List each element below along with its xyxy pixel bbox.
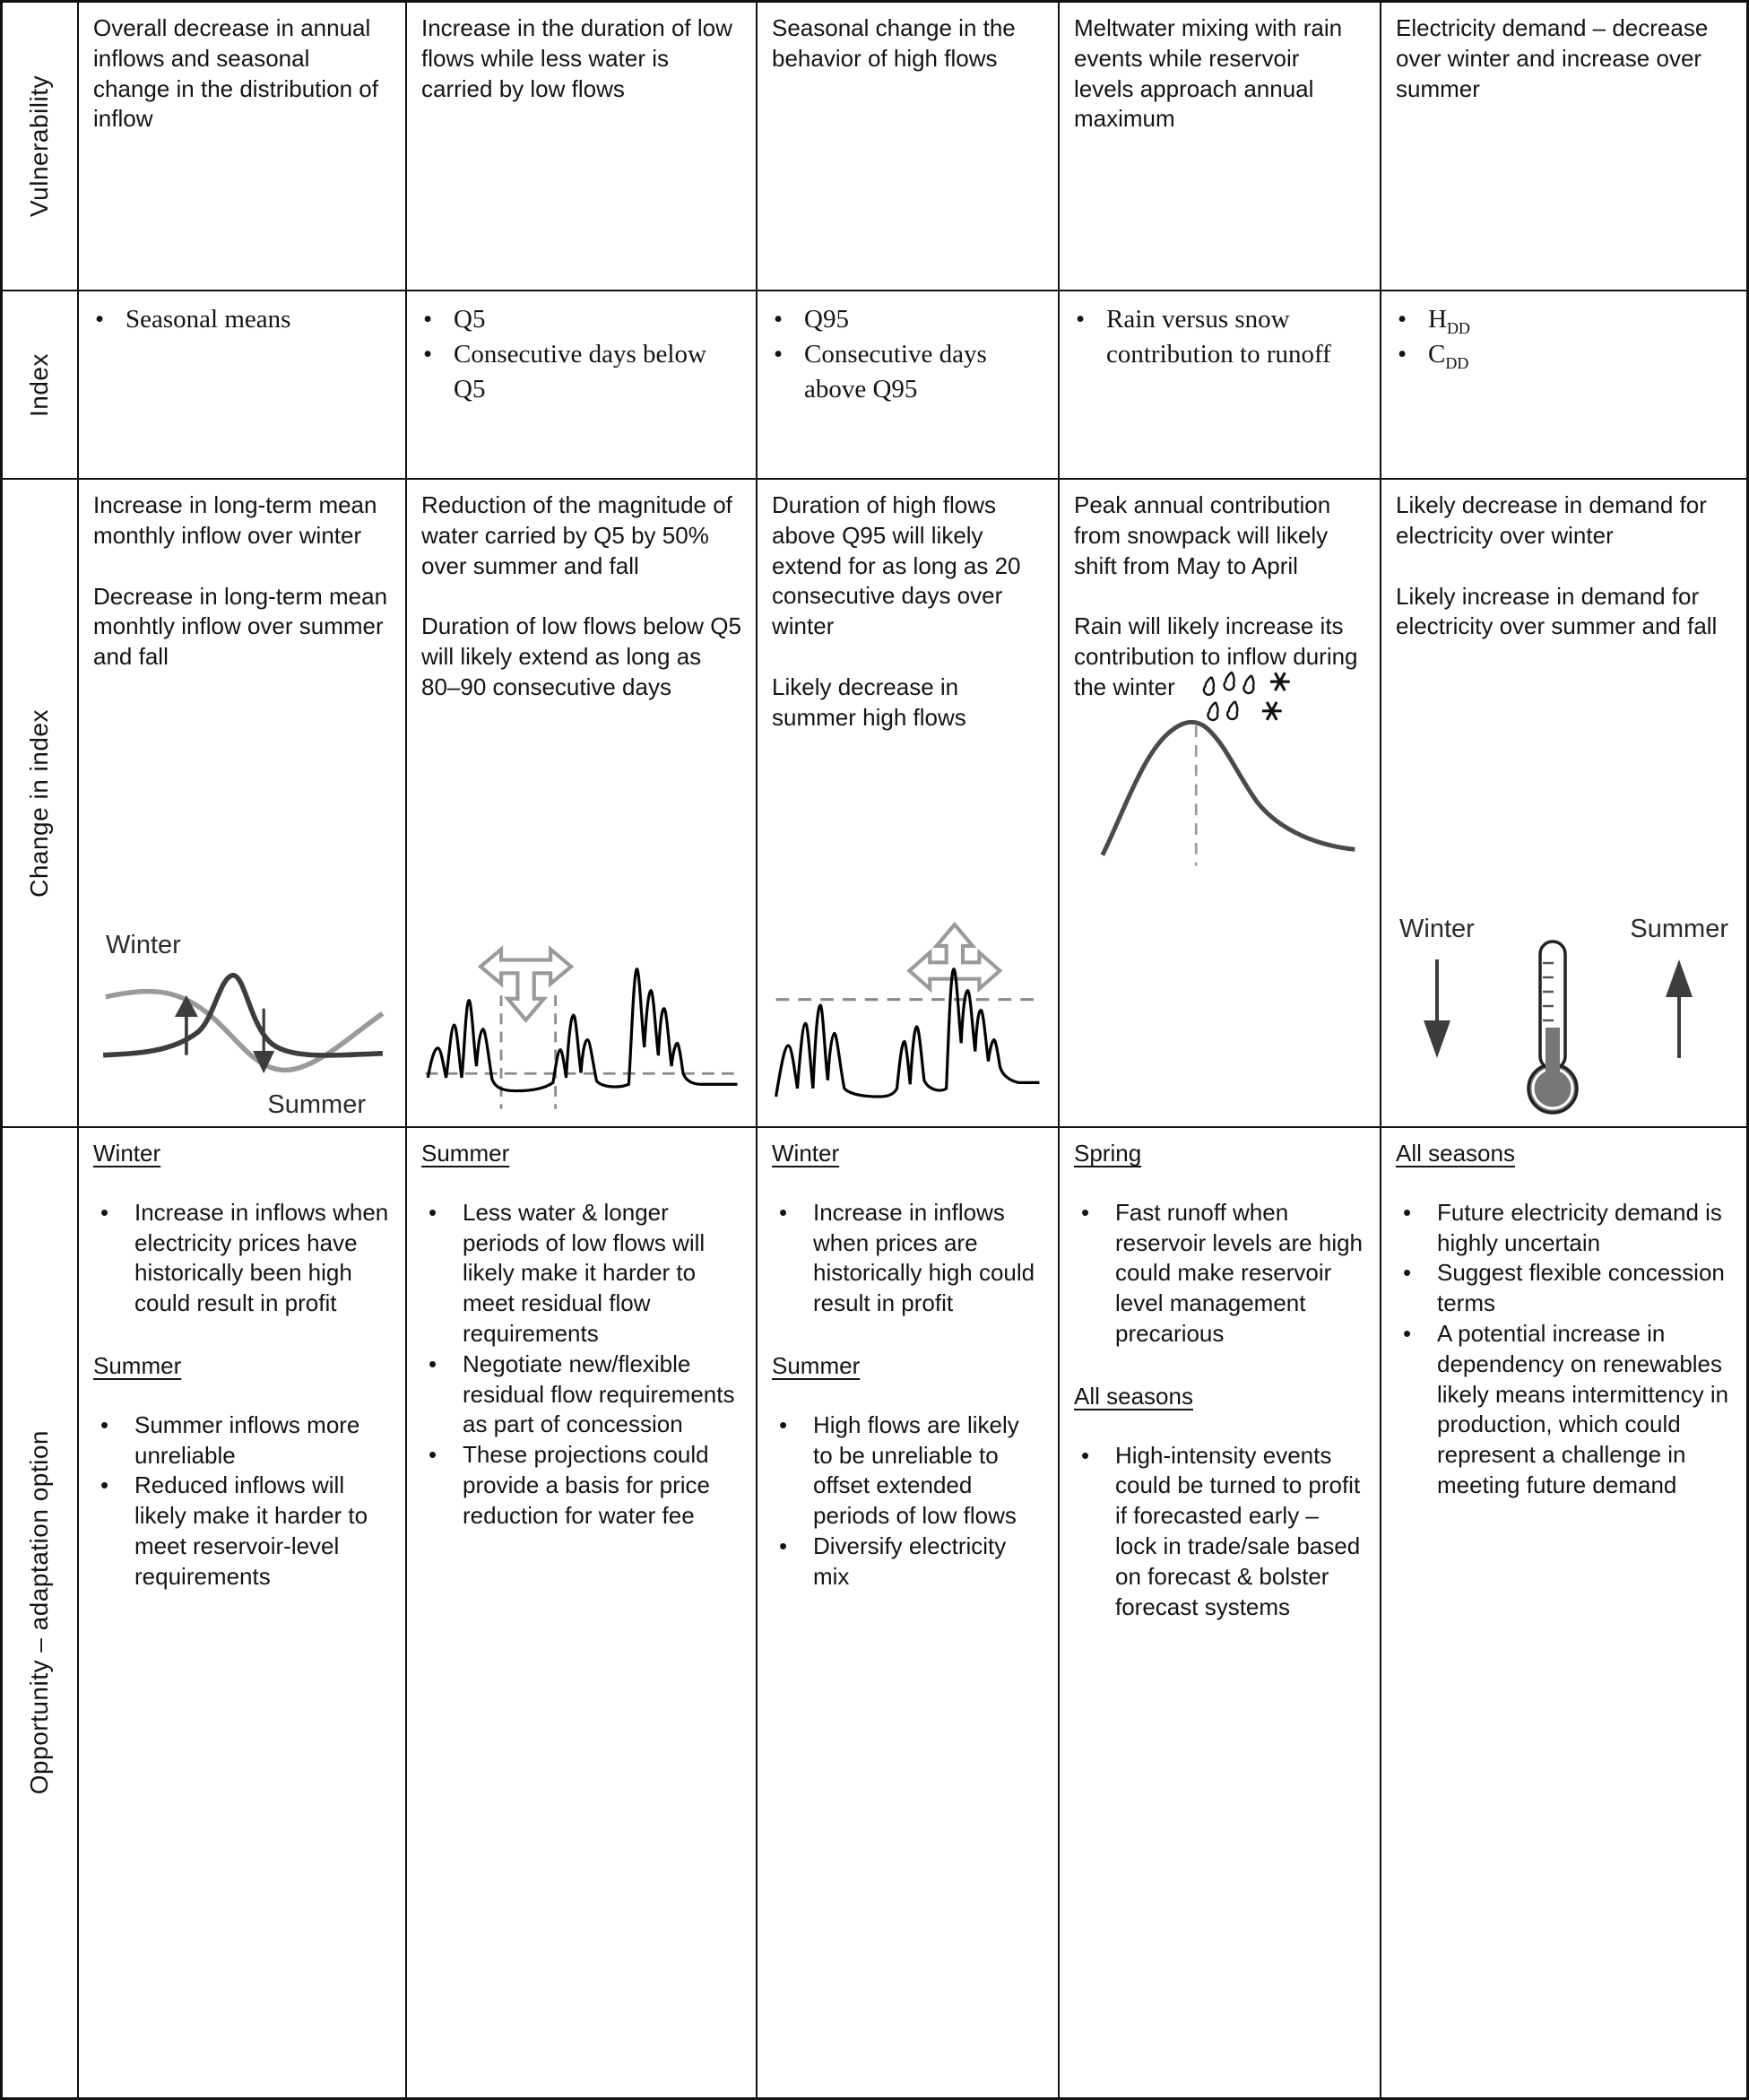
bullet-item: • Future electricity demand is highly uncertain <box>1396 1198 1732 1259</box>
season-section <box>772 1139 1043 1319</box>
down-arrow-icon <box>1417 954 1457 1063</box>
season-heading: Summer <box>421 1140 510 1167</box>
winter-label: Winter <box>106 931 181 959</box>
summer-label: Summer <box>1630 915 1728 943</box>
bullet-item: • Diversify electricity mix <box>772 1532 1043 1592</box>
bullet-item: • Reduced inflows will likely make it harder to meet reservoir-level requirements <box>93 1471 391 1592</box>
season-section <box>772 1351 1043 1592</box>
bullet-item: • Q95 <box>772 302 1043 337</box>
paragraph: Decrease in long-term mean monhtly inflow over summer and fall <box>93 582 388 671</box>
cell-vulnerability-low-flows <box>407 3 758 291</box>
low-flow-hydrograph-diagram <box>421 915 741 1117</box>
cell-vulnerability-inflows <box>79 3 407 291</box>
season-section <box>1074 1139 1365 1349</box>
bullet-item: • Consecutive days above Q95 <box>772 337 1043 407</box>
cell-vulnerability-meltwater <box>1060 3 1381 291</box>
row-header-change-in-index <box>3 480 79 1128</box>
cell-index-degree-days <box>1381 291 1746 480</box>
cell-opportunity-runoff <box>1060 1128 1381 2097</box>
cell-index-q5 <box>407 291 758 480</box>
paragraph: Likely decrease in demand for electricity over winter <box>1396 491 1707 549</box>
row-header-label: Change in index <box>25 708 54 898</box>
thermometer-icon <box>1502 936 1604 1117</box>
seasonal-shift-diagram <box>93 931 391 1120</box>
row-header-label: Vulnerability <box>25 75 54 217</box>
season-section <box>93 1351 391 1592</box>
season-heading: All seasons <box>1074 1382 1193 1410</box>
season-heading: Winter <box>93 1140 161 1167</box>
season-heading: Winter <box>772 1140 840 1167</box>
bullet-item: • A potential increase in dependency on renewables likely means intermittency in production, which could represent a challenge in meeting future demand <box>1396 1319 1732 1501</box>
cell-change-demand <box>1381 480 1746 1128</box>
cell-opportunity-inflows <box>79 1128 407 2097</box>
cell-opportunity-high-flows <box>758 1128 1060 2097</box>
runoff-curve <box>1103 722 1355 855</box>
bullet-item: • Seasonal means <box>93 302 391 337</box>
cell-change-low-flows <box>407 480 758 1128</box>
cell-text: Electricity demand – decrease over winter and increase over summer <box>1396 14 1709 102</box>
paragraph: Duration of low flows below Q5 will likely extend as long as 80–90 consecutive days <box>421 612 741 700</box>
raindrops-icon <box>1203 671 1256 721</box>
bullet-item: • Fast runoff when reservoir levels are high could make reservoir level management precarious <box>1074 1198 1365 1349</box>
cell-change-snowmelt <box>1060 480 1381 1128</box>
summer-demand-group <box>1630 913 1728 1063</box>
cell-opportunity-low-flows <box>407 1128 758 2097</box>
bullet-item: • Negotiate new/flexible residual flow requirements as part of concession <box>421 1349 741 1440</box>
season-section <box>93 1139 391 1319</box>
winter-label: Winter <box>1399 915 1475 943</box>
cell-change-high-flows <box>758 480 1060 1128</box>
row-header-opportunity <box>3 1128 79 2097</box>
cell-change-seasonal-means <box>79 480 407 1128</box>
bullet-item: • Summer inflows more unreliable <box>93 1410 391 1471</box>
paragraph: Likely decrease in summer high flows <box>772 673 966 731</box>
bullet-item: • Increase in inflows when prices are historically high could result in profit <box>772 1198 1043 1319</box>
cell-text: Overall decrease in annual inflows and seasonal change in the distribution of inflow <box>93 14 378 133</box>
season-section <box>1396 1139 1732 1501</box>
hydrograph-curve <box>776 969 1040 1097</box>
paragraph: Likely increase in demand for electricity over summer and fall <box>1396 582 1718 640</box>
high-flow-hydrograph-diagram <box>772 915 1043 1117</box>
low-flow-svg <box>421 915 742 1117</box>
snowflake-icon <box>1262 673 1290 720</box>
paragraph: Reduction of the magnitude of water carried by Q5 by 50% over summer and fall <box>421 491 732 579</box>
temperature-demand-diagram <box>1396 913 1732 1117</box>
bullet-item: • Consecutive days below Q5 <box>421 337 741 407</box>
paragraph: Increase in long-term mean monthly inflow over winter <box>93 491 377 549</box>
row-header-vulnerability <box>3 3 79 291</box>
row-header-label: Opportunity – adaptation option <box>25 1430 54 1795</box>
snowmelt-svg <box>1074 664 1367 872</box>
stretch-down-arrow-icon <box>481 950 571 1020</box>
snowmelt-peak-diagram <box>1074 664 1365 872</box>
high-flow-svg <box>772 915 1043 1117</box>
cell-opportunity-demand <box>1381 1128 1746 2097</box>
cdd-subscript: DD <box>1445 353 1469 372</box>
cell-text: Increase in the duration of low flows while less water is carried by low flows <box>421 14 732 102</box>
row-header-index <box>3 291 79 480</box>
up-arrow-icon <box>1659 954 1699 1063</box>
bullet-item-cdd: • $C_{DD}$ <box>1396 337 1732 372</box>
bullet-item: • Increase in inflows when electricity prices have historically been high could result in profit <box>93 1198 391 1319</box>
paragraph: Rain will likely increase its contribution to inflow during the winter <box>1074 612 1358 700</box>
season-heading: Summer <box>772 1351 861 1379</box>
paragraph: Duration of high flows above Q95 will likely extend for as long as 20 consecutive days over winter <box>772 491 1021 640</box>
paragraph: Peak annual contribution from snowpack will likely shift from May to April <box>1074 491 1331 579</box>
season-heading: Spring <box>1074 1140 1142 1167</box>
bullet-item: • Rain versus snow contribution to runoff <box>1074 302 1365 372</box>
cell-index-rain-snow <box>1060 291 1381 480</box>
bullet-item: • These projections could provide a basis for price reduction for water fee <box>421 1440 741 1531</box>
cell-text: Meltwater mixing with rain events while reservoir levels approach annual maximum <box>1074 14 1343 133</box>
bullet-item-hdd: • $H_{DD}$ <box>1396 302 1732 337</box>
season-section <box>421 1139 741 1532</box>
spread-up-arrow-icon <box>909 924 1000 989</box>
bullet-item: • High-intensity events could be turned to profit if forecasted early – lock in trade/sale based on forecast & bolster forecast systems <box>1074 1441 1365 1623</box>
hdd-subscript: DD <box>1446 318 1470 337</box>
thermometer-group <box>1502 936 1604 1117</box>
season-section <box>1074 1382 1365 1623</box>
bullet-item: • Q5 <box>421 302 741 337</box>
cell-vulnerability-high-flows <box>758 3 1060 291</box>
cell-vulnerability-electricity <box>1381 3 1746 291</box>
bullet-item: • Suggest flexible concession terms <box>1396 1258 1732 1319</box>
cell-text: Seasonal change in the behavior of high flows <box>772 14 1016 72</box>
summer-label: Summer <box>267 1090 366 1120</box>
bullet-item: • Less water & longer periods of low flows will likely make it harder to meet residual flow requirements <box>421 1198 741 1349</box>
bullet-item: • High flows are likely to be unreliable to offset extended periods of low flows <box>772 1410 1043 1532</box>
season-heading: Summer <box>93 1351 182 1379</box>
winter-demand-group <box>1399 913 1475 1063</box>
row-header-label: Index <box>25 352 54 417</box>
season-heading: All seasons <box>1396 1140 1515 1167</box>
cell-index-q95 <box>758 291 1060 480</box>
cell-index-seasonal-means <box>79 291 407 480</box>
summer-curve <box>106 992 383 1071</box>
